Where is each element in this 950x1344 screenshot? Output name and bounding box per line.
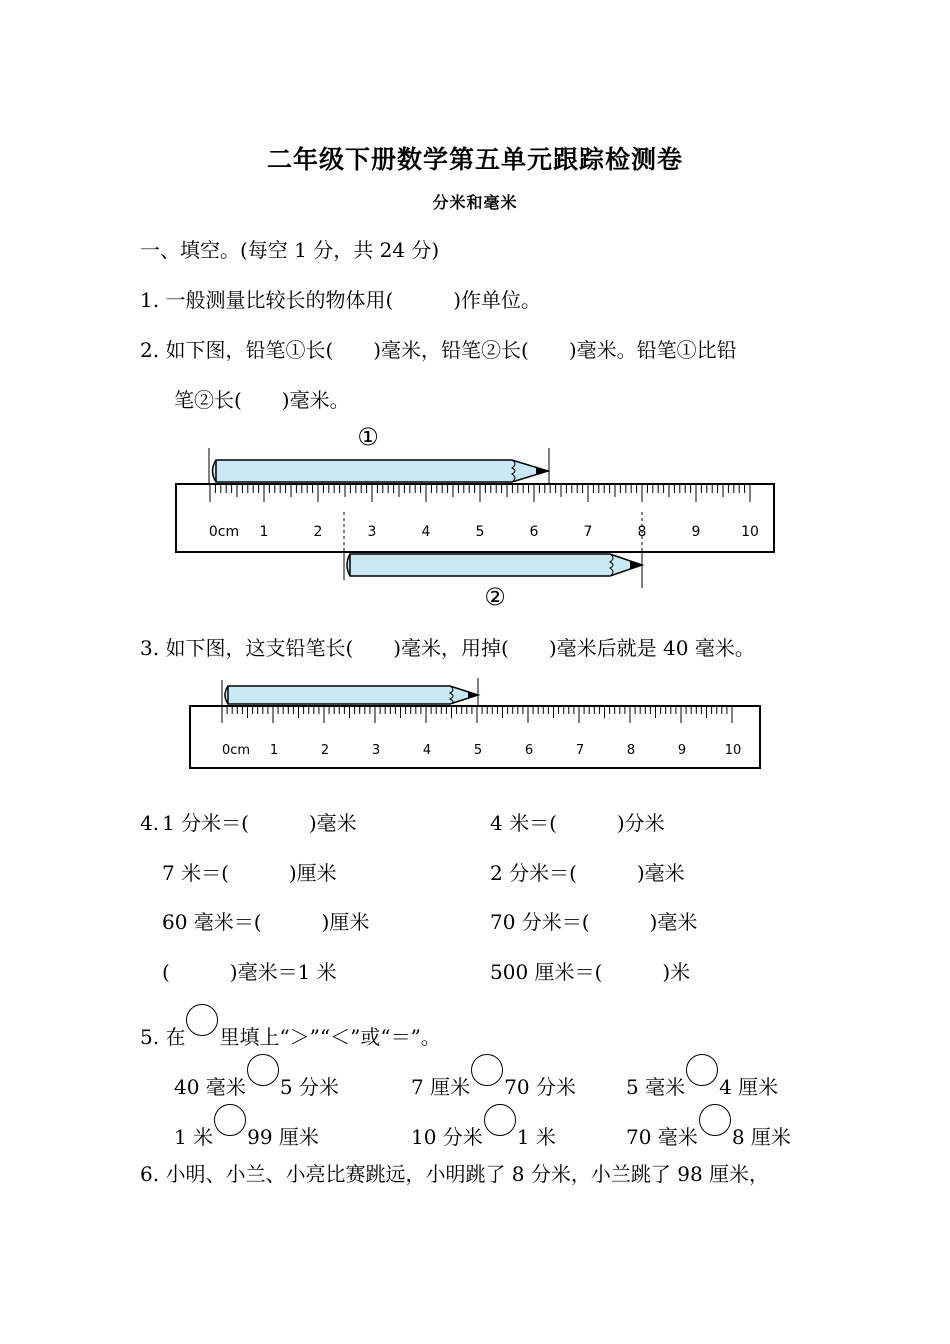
ruler-1-label-5: 5 xyxy=(475,524,485,540)
q5-item-6-left: 70 毫米 xyxy=(626,1125,698,1149)
pencil-1-label: ① xyxy=(357,423,379,451)
q5-item-2-left: 7 厘米 xyxy=(411,1075,471,1099)
ruler-2 xyxy=(190,706,760,768)
question-2-line-2: 笔②长( )毫米。 xyxy=(174,388,350,412)
circle-blank-icon xyxy=(186,1004,218,1036)
question-6: 6. 小明、小兰、小亮比赛跳远，小明跳了 8 分米，小兰跳了 98 厘米， xyxy=(140,1162,770,1186)
q5-item-6 xyxy=(626,1116,791,1149)
ruler-2-label-7: 7 xyxy=(575,743,585,758)
q5-item-2-right: 70 分米 xyxy=(504,1075,576,1099)
ruler-2-label-1: 1 xyxy=(269,743,279,758)
compare-circle-input[interactable] xyxy=(247,1054,279,1086)
compare-circle-input[interactable] xyxy=(471,1054,503,1086)
ruler-1-label-9: 9 xyxy=(691,524,701,540)
q5-instr-b: 里填上“＞”“＜”或“＝”。 xyxy=(219,1025,441,1049)
pencil-2-label: ② xyxy=(484,583,506,611)
question-1: 1. 一般测量比较长的物体用( )作单位。 xyxy=(140,288,542,312)
q5-item-4-left: 1 米 xyxy=(174,1125,214,1149)
ruler-1-label-3: 3 xyxy=(367,524,377,540)
q5-item-6-right: 8 厘米 xyxy=(731,1125,791,1149)
q4-right-3: 70 分米＝( )毫米 xyxy=(490,910,698,934)
figure-ruler-one-pencil xyxy=(180,676,770,776)
q4-left-4: ( )毫米＝1 米 xyxy=(162,960,337,984)
ruler-2-label-3: 3 xyxy=(371,743,381,758)
pencil-3 xyxy=(222,678,478,706)
ruler-2-label-8: 8 xyxy=(626,743,636,758)
ruler-2-label-9: 9 xyxy=(677,743,687,758)
q5-item-5-right: 1 米 xyxy=(516,1125,556,1149)
ruler-1-label-8: 8 xyxy=(637,524,647,540)
section-heading: 一、填空。(每空 1 分，共 24 分) xyxy=(140,238,440,262)
q5-item-1-right: 5 分米 xyxy=(279,1075,339,1099)
q4-right-2: 2 分米＝( )毫米 xyxy=(490,861,685,885)
q4-left-3: 60 毫米＝( )厘米 xyxy=(162,910,370,934)
ruler-1-label-1: 1 xyxy=(259,524,269,540)
q5-item-1-left: 40 毫米 xyxy=(174,1075,246,1099)
ruler-2-label-10: 10 xyxy=(724,743,742,758)
q5-item-3-right: 4 厘米 xyxy=(719,1075,779,1099)
compare-circle-input[interactable] xyxy=(699,1104,731,1136)
ruler-1-label-7: 7 xyxy=(583,524,593,540)
q5-item-3 xyxy=(626,1066,778,1099)
q5-instr-a: 5. 在 xyxy=(140,1025,186,1049)
question-5-instruction xyxy=(140,1016,441,1049)
q4-left-1: 1 分米＝( )毫米 xyxy=(162,811,357,835)
compare-circle-input[interactable] xyxy=(214,1104,246,1136)
ruler-1-label-2: 2 xyxy=(313,524,323,540)
ruler-1-label-0: 0cm xyxy=(208,524,240,540)
figure-ruler-two-pencils xyxy=(160,420,790,615)
question-4-number: 4. xyxy=(140,811,160,835)
ruler-2-label-6: 6 xyxy=(524,743,534,758)
q5-item-1 xyxy=(174,1066,339,1099)
page-title: 二年级下册数学第五单元跟踪检测卷 xyxy=(266,145,683,174)
q5-item-5-left: 10 分米 xyxy=(411,1125,483,1149)
ruler-1 xyxy=(176,484,774,552)
pencil-1 xyxy=(209,448,549,484)
q5-item-2 xyxy=(411,1066,576,1099)
page-subtitle: 分米和毫米 xyxy=(432,193,518,212)
question-3: 3. 如下图，这支铅笔长( )毫米，用掉( )毫米后就是 40 毫米。 xyxy=(140,636,755,660)
ruler-2-label-4: 4 xyxy=(422,743,432,758)
q5-item-4 xyxy=(174,1116,319,1149)
q4-right-1: 4 米＝( )分米 xyxy=(490,811,665,835)
ruler-2-label-5: 5 xyxy=(473,743,483,758)
q5-item-4-right: 99 厘米 xyxy=(247,1125,319,1149)
ruler-1-label-6: 6 xyxy=(529,524,539,540)
q4-right-4: 500 厘米＝( )米 xyxy=(490,960,691,984)
q5-item-3-left: 5 毫米 xyxy=(626,1075,686,1099)
compare-circle-input[interactable] xyxy=(484,1104,516,1136)
ruler-1-label-10: 10 xyxy=(741,524,759,540)
compare-circle-input[interactable] xyxy=(686,1054,718,1086)
q5-item-5 xyxy=(411,1116,556,1149)
q4-left-2: 7 米＝( )厘米 xyxy=(162,861,337,885)
ruler-1-label-4: 4 xyxy=(421,524,431,540)
question-2-line-1: 2. 如下图，铅笔①长( )毫米，铅笔②长( )毫米。铅笔①比铅 xyxy=(140,338,737,362)
ruler-2-label-0: 0cm xyxy=(221,743,251,758)
ruler-2-label-2: 2 xyxy=(320,743,330,758)
